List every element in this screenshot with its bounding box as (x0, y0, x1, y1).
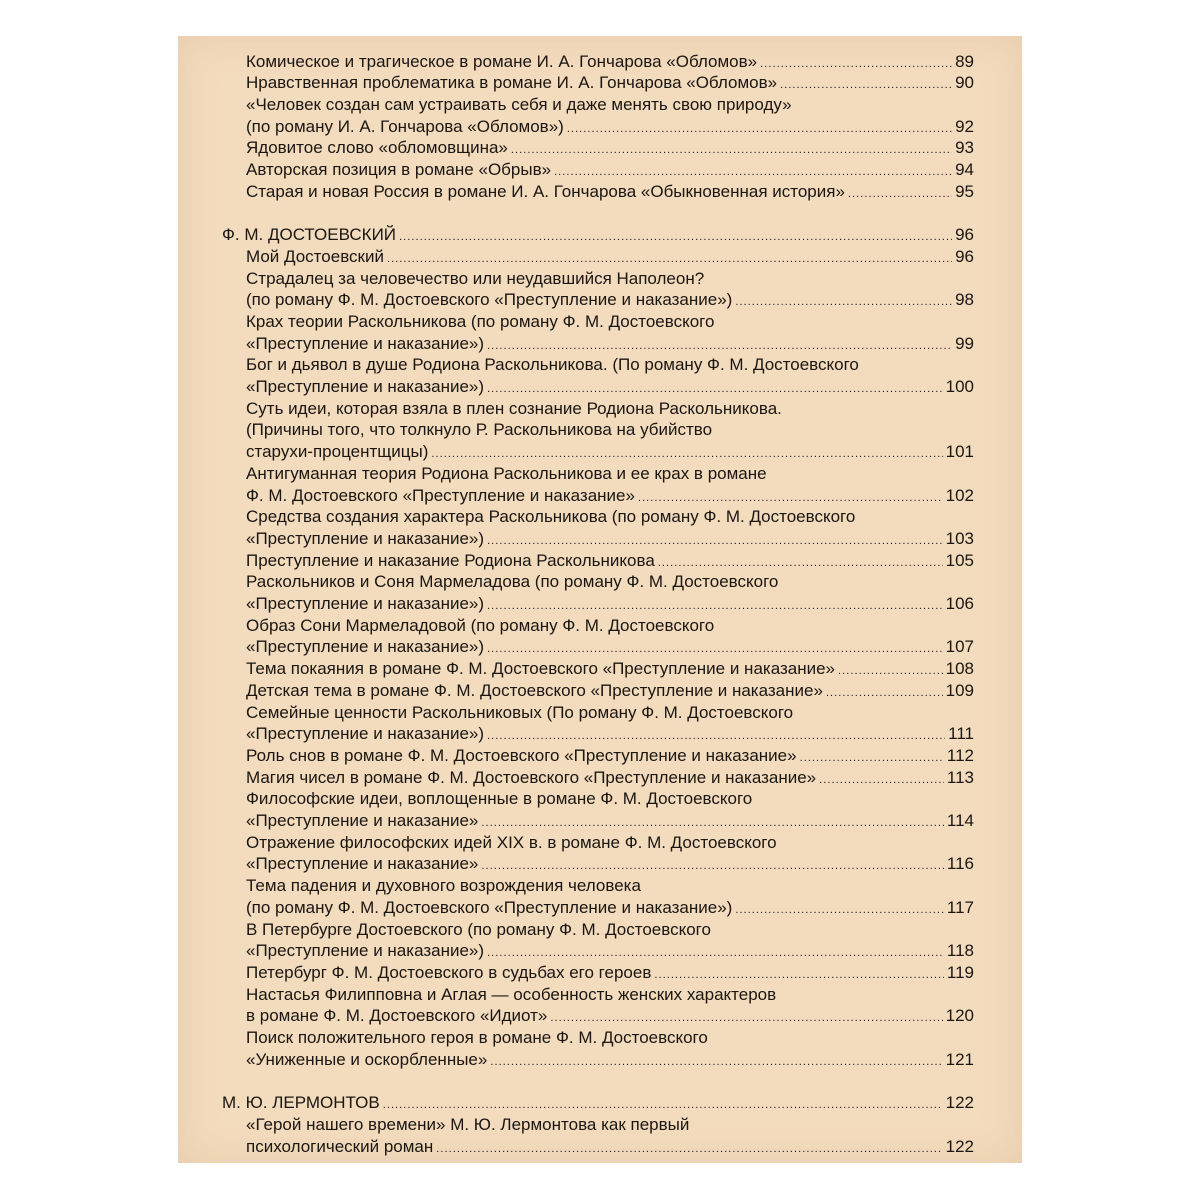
dot-leader (436, 1136, 942, 1161)
toc-entry-title: Бог и дьявол в душе Родиона Раскольникова. (По роману Ф. М. Достоевского (246, 355, 859, 375)
toc-page-number: 111 (948, 724, 974, 744)
toc-entry (246, 636, 974, 658)
toc-entry-title: «Преступление и наказание» (246, 854, 479, 874)
toc-entry (246, 875, 974, 897)
toc-entry (246, 571, 974, 593)
toc-entry-title: Магия чисел в романе Ф. М. Достоевского «Преступление и наказание» (246, 767, 817, 787)
toc-entry-title: «Преступление и наказание») (246, 528, 485, 548)
toc-page-number: 95 (955, 181, 974, 201)
toc-entry (246, 289, 974, 311)
toc-page-number: 119 (946, 962, 974, 982)
toc-entry-title: «Герой нашего времени» М. Ю. Лермонтова как первый (246, 1114, 690, 1134)
toc-entry (246, 246, 974, 268)
toc-entry-title: В Петербурге Достоевского (по роману Ф. М. Достоевского (246, 919, 711, 939)
toc-entry-title: в романе Ф. М. Достоевского «Идиот» (246, 1006, 548, 1026)
toc-entry-title: Раскольников и Соня Мармеладова (по роману Ф. М. Достоевского (246, 572, 779, 592)
toc-page-number: 102 (945, 485, 974, 505)
toc-entry (246, 810, 974, 832)
toc-entry (246, 268, 974, 290)
toc-entry-title: психологический роман (246, 1136, 434, 1156)
toc-entry (246, 1049, 974, 1071)
toc-page-number: 100 (945, 377, 974, 396)
toc-entry-title: Авторская позиция в романе «Обрыв» (246, 160, 552, 179)
toc-entry (246, 1136, 974, 1158)
toc-entry-title: Петербург Ф. М. Достоевского в судьбах его героев (246, 962, 652, 982)
toc-page-number: 98 (955, 290, 974, 310)
toc-entry (246, 853, 974, 875)
toc-entry (246, 593, 974, 615)
toc-entry (246, 441, 974, 463)
toc-entry (246, 506, 974, 528)
toc-entry-title: Нравственная проблематика в романе И. А. Гончарова «Обломов» (246, 73, 778, 93)
toc-page-number: 94 (955, 160, 974, 179)
toc-entry-title: «Преступление и наказание») (246, 594, 485, 613)
toc-entry (246, 72, 974, 94)
toc-entry (246, 919, 974, 941)
toc-entry (246, 788, 974, 810)
toc-entry (246, 333, 974, 355)
toc-entry-title: «Преступление и наказание») (246, 377, 485, 396)
toc-entry-title: Ф. М. ДОСТОЕВСКИЙ (222, 225, 397, 245)
toc-page-number: 99 (955, 333, 974, 353)
toc-page-number: 106 (945, 594, 974, 613)
toc-entry (246, 485, 974, 507)
toc-entry-title: Средства создания характера Раскольникова (по роману Ф. М. Достоевского (246, 507, 856, 527)
toc-entry-title: Страдалец за человечество или неудавшийся Наполеон? (246, 268, 705, 288)
toc-page-number: 107 (945, 637, 974, 657)
toc-entry-title: «Преступление и наказание» (246, 811, 479, 830)
toc-page-number: 116 (946, 854, 974, 874)
toc-entry (246, 311, 974, 333)
toc-entry-title: Антигуманная теория Родиона Раскольникова и ее крах в романе (246, 463, 767, 483)
toc-entry-title: Философские идеи, воплощенные в романе Ф. М. Достоевского (246, 789, 753, 809)
toc-page-number: 122 (945, 1136, 974, 1156)
toc-entry (246, 615, 974, 637)
toc-entry (246, 419, 974, 441)
toc-section-heading (222, 1092, 974, 1114)
toc-entry-title: Детская тема в романе Ф. М. Достоевского «Преступление и наказание» (246, 680, 823, 700)
toc-entry-title: Крах теории Раскольникова (по роману Ф. М. Достоевского (246, 311, 715, 331)
toc-page-number: 122 (945, 1093, 974, 1113)
toc-entry-title: Тема покаяния в романе Ф. М. Достоевского «Преступление и наказание» (246, 659, 836, 679)
toc-entry-title: Настасья Филипповна и Аглая — особенность женских характеров (246, 984, 777, 1004)
toc-entry (246, 702, 974, 724)
toc-entry (246, 897, 974, 919)
toc-entry-title: Поиск положительного героя в романе Ф. М. Достоевского (246, 1028, 708, 1047)
toc-entry-title: Ф. М. Достоевского «Преступление и наказание» (246, 485, 635, 505)
toc-page-number: 121 (945, 1049, 974, 1069)
toc-entry-title: «Преступление и наказание») (246, 637, 485, 657)
toc-entry (246, 962, 974, 984)
toc-entry (246, 723, 974, 745)
toc-entry-title: Преступление и наказание Родиона Раскольникова (246, 550, 655, 570)
toc-entry-title: (по роману И. А. Гончарова «Обломов») (246, 116, 564, 136)
toc-page-number: 92 (955, 116, 974, 136)
toc-section-heading (222, 224, 974, 246)
toc-entry (246, 832, 974, 854)
toc-entry (246, 116, 974, 138)
toc-entry (246, 1027, 974, 1049)
toc-entry (246, 137, 974, 159)
toc-entry-title: «Человек создан сам устраивать себя и даже менять свою природу» (246, 94, 792, 114)
toc-entry-title: Старая и новая Россия в романе И. А. Гончарова «Обыкновенная история» (246, 181, 845, 201)
toc-entry (246, 181, 974, 203)
toc-page-number: 109 (945, 680, 974, 700)
toc-entry (246, 1005, 974, 1027)
toc-entry (246, 354, 974, 376)
toc-page-number: 113 (946, 767, 974, 787)
toc-page-number: 89 (955, 51, 974, 71)
book-page (178, 36, 1022, 1163)
toc-page-number: 93 (955, 138, 974, 158)
toc-entry (246, 463, 974, 485)
toc-entry-title: Комическое и трагическое в романе И. А. Гончарова «Обломов» (246, 51, 758, 71)
toc-entry (246, 745, 974, 767)
toc-entry (246, 680, 974, 702)
toc-entry-title: старухи-процентщицы) (246, 442, 429, 462)
toc-page-number: 105 (945, 550, 974, 570)
toc-entry-title: Тема падения и духовного возрождения человека (246, 876, 641, 896)
toc-entry (246, 51, 974, 73)
toc-page-number: 120 (945, 1006, 974, 1026)
dot-leader (490, 1049, 942, 1074)
dot-leader (848, 181, 952, 206)
toc-page-number: 117 (946, 897, 974, 917)
toc-entry-title: Ядовитое слово «обломовщина» (246, 138, 508, 158)
toc-entry-title: Суть идеи, которая взяла в плен сознание Родиона Раскольникова. (246, 398, 782, 418)
toc-entry (246, 550, 974, 572)
toc-entry-title: «Преступление и наказание») (246, 724, 485, 744)
toc-entry (246, 376, 974, 398)
toc-entry (246, 767, 974, 789)
toc-entry (246, 94, 974, 116)
toc-page-number: 118 (946, 941, 974, 961)
toc-page-number: 96 (955, 225, 974, 245)
toc-entry (246, 1114, 974, 1136)
toc-entry-title: Роль снов в романе Ф. М. Достоевского «Преступление и наказание» (246, 745, 797, 765)
toc-entry (246, 398, 974, 420)
toc-page-number: 112 (946, 745, 974, 765)
toc-entry-title: М. Ю. ЛЕРМОНТОВ (222, 1093, 380, 1113)
toc-entry-title: Отражение философских идей XIX в. в романе Ф. М. Достоевского (246, 832, 777, 852)
toc-page-number: 114 (946, 811, 974, 830)
toc-entry (246, 940, 974, 962)
toc-page-number: 108 (945, 659, 974, 679)
toc-entry (246, 984, 974, 1006)
toc-page-number: 96 (955, 246, 974, 266)
toc-entry (246, 658, 974, 680)
toc-entry-title: «Преступление и наказание») (246, 941, 485, 961)
toc-entry (246, 528, 974, 550)
toc-entry-title: «Преступление и наказание») (246, 333, 485, 353)
toc-entry-title: (по роману Ф. М. Достоевского «Преступление и наказание») (246, 897, 733, 917)
toc-page-number: 103 (945, 528, 974, 548)
toc-entry-title: Мой Достоевский (246, 246, 384, 266)
toc-page-number: 90 (955, 73, 974, 93)
toc-entry (246, 159, 974, 181)
toc-entry-title: (Причины того, что толкнуло Р. Раскольникова на убийство (246, 420, 713, 440)
toc-entry-title: Семейные ценности Раскольниковых (По роману Ф. М. Достоевского (246, 702, 794, 722)
toc-entry-title: (по роману Ф. М. Достоевского «Преступление и наказание») (246, 290, 733, 310)
toc-entry-title: «Униженные и оскорбленные» (246, 1049, 488, 1069)
toc-page-number: 101 (945, 442, 974, 462)
toc-entry-title: Образ Сони Мармеладовой (по роману Ф. М. Достоевского (246, 615, 715, 635)
